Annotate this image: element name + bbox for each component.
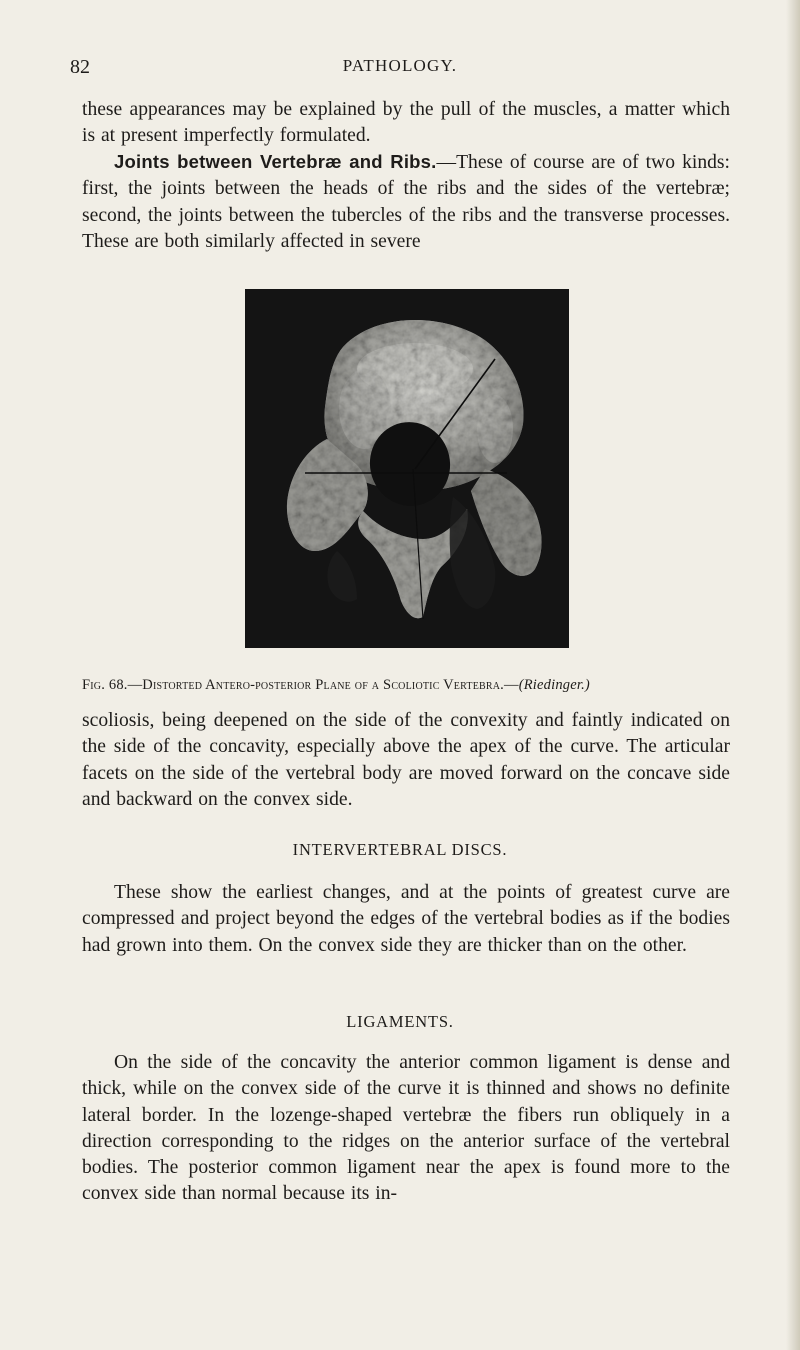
paragraph-discs: These show the earliest changes, and at the points of greatest curve are compressed and project beyond the edges of the vertebral bodies as if the bodies had grown into them. On the convex side they are thicker than on the other.	[82, 882, 730, 956]
figure-credit: (Riedinger.)	[518, 677, 590, 693]
paragraph-joints	[82, 149, 730, 255]
heading-intervertebral-discs: INTERVERTEBRAL DISCS.	[292, 840, 508, 859]
paragraph-joints-body: —These of course are of two kinds: first, the joints between the heads of the ribs and the sides of the vertebræ; second, the joints between the tubercles of the ribs and the transverse processes. These are both similarly affected in severe	[82, 152, 730, 252]
section-heading-joints: Joints between Vertebræ and Ribs.	[114, 151, 437, 172]
heading-ligaments: LIGAMENTS.	[346, 1012, 454, 1031]
figure-vertebra-photo	[245, 289, 569, 648]
page-edge-shadow	[786, 0, 800, 1350]
page-number: 82	[70, 56, 90, 78]
running-head: PATHOLOGY.	[342, 56, 458, 75]
paragraph-scoliosis: scoliosis, being deepened on the side of the convexity and faintly indicated on the side of the concavity, especially above the apex of the curve. The articular facets on the side of the vertebral body are moved forward on the concave side and backward on the convex side.	[82, 710, 730, 810]
paragraph-1: these appearances may be explained by the pull of the muscles, a matter which is at present imperfectly formulated.	[82, 99, 730, 147]
figure-caption-text: Fig. 68.—Distorted Antero-posterior Plane of a Scoliotic Vertebra.—	[82, 677, 519, 693]
figure-caption	[82, 677, 730, 694]
paragraph-ligaments: On the side of the concavity the anterior common ligament is dense and thick, while on the convex side of the curve it is thinned and shows no definite lateral border. In the lozenge-shaped vertebræ the fibers run obliquely in a direction corresponding to the ridges on the anterior surface of the vertebral bodies. The posterior common ligament near the apex is found more to the convex side than normal because its in-	[82, 1052, 730, 1205]
vertebra-illustration	[245, 289, 569, 648]
page-header	[0, 56, 800, 82]
